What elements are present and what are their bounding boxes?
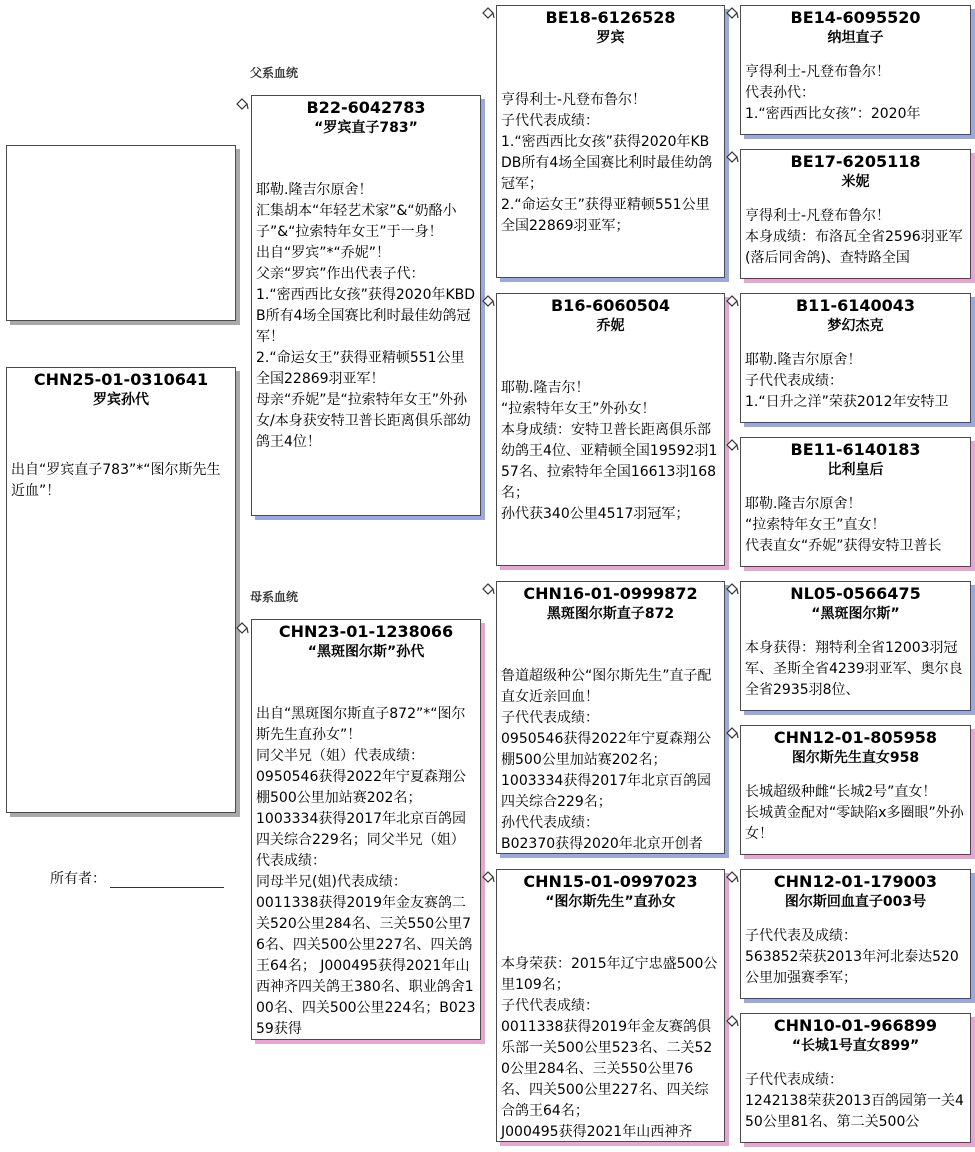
pigeon-name: 梦幻杰克: [827, 318, 884, 334]
photo-placeholder: [6, 145, 236, 321]
sdd-card: [740, 437, 971, 567]
pigeon-name: “长城1号直女899”: [791, 1038, 920, 1054]
ring-number: BE14-6095520: [790, 8, 921, 27]
paint-bucket-icon: [480, 870, 496, 886]
owner-signature-line[interactable]: [110, 873, 224, 888]
dam-card: [251, 619, 481, 1040]
ring-number: CHN12-01-179003: [773, 872, 938, 891]
pigeon-name: 罗宾孙代: [93, 392, 149, 408]
ssd-card: [740, 149, 971, 279]
ring-number: B16-6060504: [550, 296, 671, 315]
paint-bucket-icon: [234, 621, 250, 637]
pigeon-name: “罗宾直子783”: [314, 120, 418, 136]
sds-card: [740, 293, 971, 423]
pigeon-description: 亨得利士-凡登布鲁尔！ 本身成绩：布洛瓦全省2596羽亚军(落后同舍鸽)、查特路全国: [745, 208, 963, 266]
pigeon-name: 图尔斯先生直女958: [791, 750, 920, 766]
pigeon-description: 出自“罗宾直子783”*“图尔斯先生近血”！: [11, 462, 221, 499]
pigeon-name: “黑斑图尔斯”: [811, 606, 900, 622]
pigeon-name: 米妮: [841, 174, 870, 190]
pigeon-description: 耶勒.隆吉尔原舍！ “拉索特年女王”直女！ 代表直女“乔妮”获得安特卫普长: [745, 496, 942, 554]
sire-sire-card: [496, 5, 725, 278]
pigeon-description: 子代代表成绩： 1242138荣获2013百鸽园第一关450公里81名、第二关500公: [745, 1072, 964, 1130]
paint-bucket-icon: [724, 6, 740, 22]
dss-card: [740, 581, 971, 711]
owner-field: [50, 868, 224, 888]
owner-label: 所有者：: [50, 871, 106, 887]
sss-card: [740, 5, 971, 135]
paint-bucket-icon: [480, 582, 496, 598]
pigeon-name: 纳坦直子: [827, 30, 884, 46]
pigeon-description: 本身荣获：2015年辽宁忠盛500公里109名； 子代代表成绩： 0011338获得2019年金友赛鸽俱乐部一关500公里523名、二关520公里284名、三关550公里76名、四关500公里227名、四关综合鸽王64名； J000495获得2021年山西神齐: [501, 956, 718, 1140]
subject-card: [6, 367, 236, 813]
pigeon-description: 耶勒.隆吉尔！ “拉索特年女王”外孙女！ 本身成绩：安特卫普长距离俱乐部幼鸽王4位、亚精顿全国19592羽157名、拉索特年全国16613羽168名； 孙代获340公里4517羽冠军；: [501, 380, 718, 522]
pigeon-name: “黑斑图尔斯”孙代: [307, 644, 425, 660]
paint-bucket-icon: [724, 150, 740, 166]
paint-bucket-icon: [480, 294, 496, 310]
pigeon-description: 鲁道超级种公“图尔斯先生”直子配直女近亲回血！ 子代代表成绩： 0950546获得2022年宁夏森翔公棚500公里加站赛202名； 1003334获得2017年北京百鸽园四关综合229名； 孙代代表成绩： B02370获得2020年北京开创者: [501, 668, 712, 852]
ring-number: CHN23-01-1238066: [278, 622, 454, 641]
sire-line-label: 父系血统: [250, 66, 299, 80]
paint-bucket-icon: [234, 97, 250, 113]
paint-bucket-icon: [724, 726, 740, 742]
paint-bucket-icon: [724, 438, 740, 454]
ring-number: BE11-6140183: [790, 440, 921, 459]
ring-number: CHN25-01-0310641: [33, 370, 209, 389]
pigeon-description: 耶勒.隆吉尔原舍！ 子代代表成绩： 1.“日升之洋”荣获2012年安特卫: [745, 352, 949, 410]
pigeon-name: 罗宾: [596, 30, 625, 46]
pigeon-name: 乔妮: [596, 318, 625, 334]
ring-number: CHN10-01-966899: [773, 1016, 938, 1035]
paint-bucket-icon: [724, 294, 740, 310]
dam-line-label: 母系血统: [250, 590, 299, 604]
dam-dam-card: [496, 869, 725, 1142]
paint-bucket-icon: [724, 582, 740, 598]
pigeon-name: “图尔斯先生”直孙女: [545, 894, 676, 910]
paint-bucket-icon: [480, 6, 496, 22]
paint-bucket-icon: [724, 1014, 740, 1030]
sire-card: [251, 95, 481, 516]
ring-number: BE17-6205118: [790, 152, 921, 171]
pigeon-description: 出自“黑斑图尔斯直子872”*“图尔斯先生直孙女”！ 同父半兄（姐）代表成绩： 0950546获得2022年宁夏森翔公棚500公里加站赛202名； 1003334获得2017年北京百鸽园四关综合229名；同父半兄（姐）代表成绩： 同母半兄(姐)代表成绩： 0011338获得2019年金友赛鸽二关520公里284名、三关550公里76名、四关500公里227名、四关鸽王64名； J000495获得2021年山西神齐四关鸽王380名、职业鸽舍100名、四关500公里224名；B02359获得: [256, 706, 476, 1037]
pigeon-name: 图尔斯回血直子003号: [784, 894, 927, 910]
ring-number: CHN12-01-805958: [773, 728, 938, 747]
sire-dam-card: [496, 293, 725, 566]
ring-number: B11-6140043: [795, 296, 916, 315]
dam-sire-card: [496, 581, 725, 854]
pigeon-description: 亨得利士-凡登布鲁尔！ 代表孙代： 1.“密西西比女孩”：2020年: [745, 64, 921, 122]
pigeon-description: 长城超级种雌“长城2号”直女！ 长城黄金配对“零缺陷x多圈眼”外孙女！: [745, 784, 964, 842]
pigeon-description: 子代代表及成绩： 563852荣获2013年河北泰达520公里加强赛季军；: [745, 928, 959, 986]
pigeon-description: 亨得利士-凡登布鲁尔！ 子代代表成绩： 1.“密西西比女孩”获得2020年KBDB所有4场全国赛比利时最佳幼鸽冠军； 2.“命运女王”获得亚精顿551公里全国22869羽亚军；: [501, 92, 713, 234]
paint-bucket-icon: [724, 870, 740, 886]
ring-number: B22-6042783: [306, 98, 426, 117]
dsd-card: [740, 725, 971, 855]
pigeon-name: 比利皇后: [827, 462, 884, 478]
ring-number: CHN16-01-0999872: [523, 584, 698, 603]
ring-number: CHN15-01-0997023: [523, 872, 698, 891]
dds-card: [740, 869, 971, 999]
ddd-card: [740, 1013, 971, 1143]
ring-number: BE18-6126528: [545, 8, 676, 27]
pigeon-description: 本身获得：翔特利全省12003羽冠军、圣斯全省4239羽亚军、奥尔良全省2935羽8位、: [745, 640, 963, 698]
ring-number: NL05-0566475: [790, 584, 921, 603]
pigeon-description: 耶勒.隆吉尔原舍！ 汇集胡本“年轻艺术家”&“奶酪小子”&“拉索特年女王”于一身！ 出自“罗宾”*“乔妮”！ 父亲“罗宾”作出代表子代： 1.“密西西比女孩”获得2020年KBDB所有4场全国赛比利时最佳幼鸽冠军！ 2.“命运女王”获得亚精顿551公里全国22869羽亚军！ 母亲“乔妮”是“拉索特年女王”外孙女/本身获安特卫普长距离俱乐部幼鸽王4位！: [256, 182, 476, 450]
pigeon-name: 黑斑图尔斯直子872: [546, 606, 675, 622]
